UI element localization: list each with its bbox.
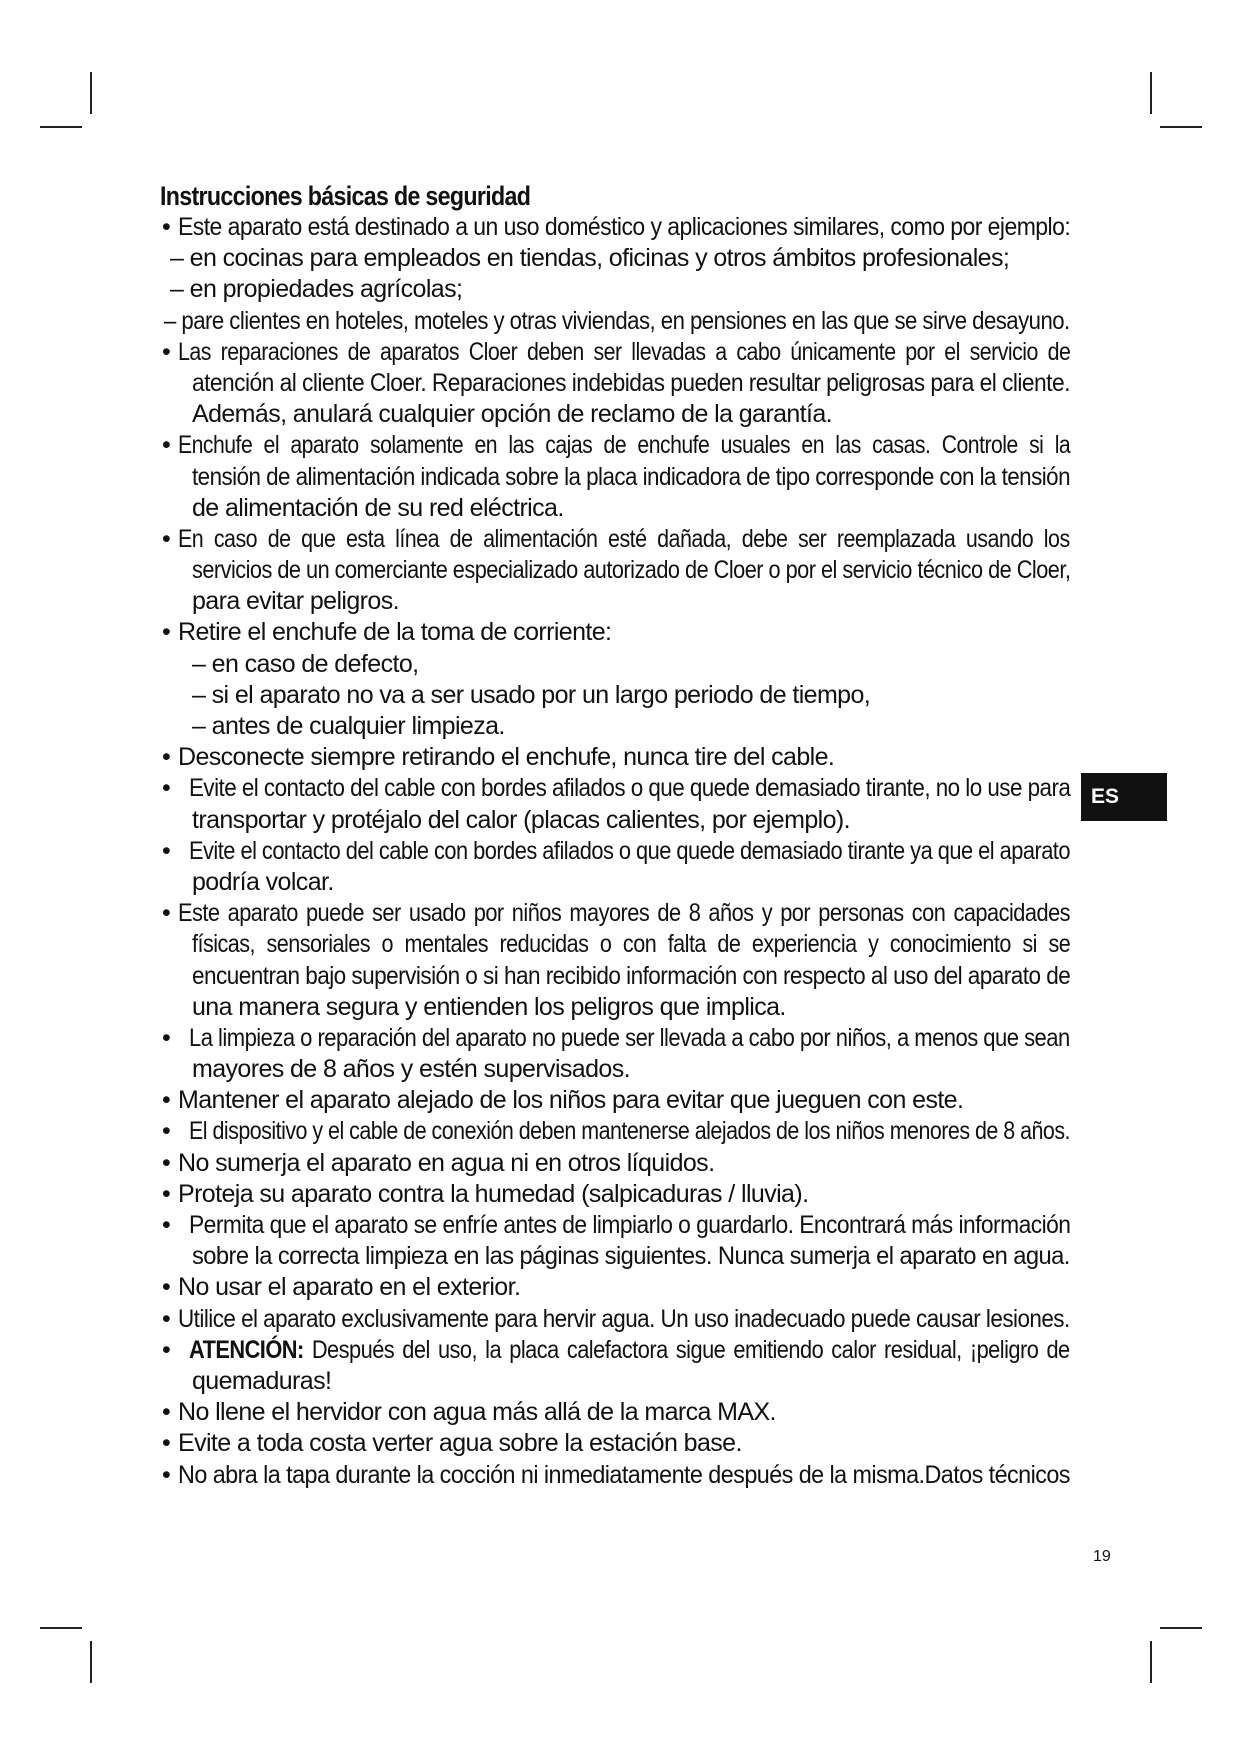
language-tab: ES — [1081, 773, 1167, 821]
list-item — [160, 898, 1090, 929]
list-item-continuation — [160, 961, 1090, 992]
bullet-mark: • — [162, 1304, 171, 1333]
list-item-text: El dispositivo y el cable de conexión deben mantenerse alejados de los niños menores de 8 años. — [189, 1117, 1070, 1146]
list-item-text: – en propiedades agrícolas; — [170, 275, 463, 304]
crop-mark — [1150, 72, 1152, 114]
list-item-text: sobre la correcta limpieza en las páginas siguientes. Nunca sumerja el aparato en agua. — [192, 1242, 1070, 1271]
bullet-mark: • — [162, 1086, 171, 1115]
bullet-mark: • — [162, 774, 171, 803]
list-item-text: Desconecte siempre retirando el enchufe, nunca tire del cable. — [178, 743, 835, 772]
list-item-text: – si el aparato no va a ser usado por un largo periodo de tiempo, — [192, 680, 871, 709]
list-item-text: Permita que el aparato se enfríe antes de limpiarlo o guardarlo. Encontrará más información — [189, 1211, 1071, 1239]
list-subitem — [160, 243, 1090, 274]
list-item-text: Retire el enchufe de la toma de corriente: — [178, 618, 612, 647]
list-item — [160, 1304, 1090, 1335]
bullet-mark: • — [162, 1179, 171, 1208]
list-item-text: Evite el contacto del cable con bordes afilados o que quede demasiado tirante, no lo use para — [189, 774, 1071, 803]
crop-mark — [1160, 1627, 1202, 1629]
list-item-text: atención al cliente Cloer. Reparaciones indebidas pueden resultar peligrosas para el cliente. — [192, 368, 1070, 397]
list-item-text: una manera segura y entienden los peligros que implica. — [192, 992, 786, 1021]
list-item-continuation — [160, 805, 1090, 836]
crop-mark — [40, 1627, 82, 1629]
list-item-text: tensión de alimentación indicada sobre la placa indicadora de tipo corresponde con la tensión — [192, 462, 1070, 491]
list-item-text: Enchufe el aparato solamente en las cajas de enchufe usuales en las casas. Controle si la — [178, 431, 1071, 460]
crop-mark — [90, 72, 92, 114]
list-item-text: servicios de un comerciante especializado autorizado de Cloer o por el servicio técnico de Cloer, — [192, 556, 1071, 585]
list-item-text: No abra la tapa durante la cocción ni inmediatamente después de la misma.Datos técnicos — [178, 1460, 1070, 1489]
list-item-text: Después del uso, la placa calefactora sigue emitiendo calor residual, ¡peligro de — [303, 1335, 1070, 1364]
bullet-mark: • — [162, 524, 171, 553]
bullet-mark: • — [162, 1398, 171, 1427]
list-item — [160, 1460, 1090, 1491]
list-item-continuation — [160, 399, 1090, 430]
list-item — [160, 1148, 1090, 1179]
list-item — [160, 1428, 1090, 1459]
warning-label: ATENCIÓN: — [189, 1335, 304, 1364]
list-item — [160, 524, 1090, 555]
list-item — [160, 773, 1090, 804]
list-item-text: Este aparato está destinado a un uso doméstico y aplicaciones similares, como por ejemplo: — [178, 213, 1071, 241]
bullet-mark: • — [162, 213, 171, 241]
list-item-text: – pare clientes en hoteles, moteles y otras viviendas, en pensiones en las que se sirve desayuno. — [164, 306, 1070, 335]
list-subitem — [160, 306, 1090, 337]
bullet-mark: • — [162, 1211, 171, 1239]
section-title: Instrucciones básicas de seguridad — [160, 181, 531, 211]
list-item — [160, 1085, 1090, 1116]
list-item — [160, 337, 1090, 368]
list-item-text: Evite a toda costa verter agua sobre la estación base. — [178, 1429, 742, 1458]
crop-mark — [1150, 1641, 1152, 1683]
bullet-mark: • — [162, 899, 171, 928]
list-item-text: Además, anulará cualquier opción de reclamo de la garantía. — [192, 400, 833, 429]
list-item-text: Este aparato puede ser usado por niños mayores de 8 años y por personas con capacidades — [178, 899, 1071, 928]
list-item — [160, 617, 1090, 648]
page-number: 19 — [1093, 1548, 1111, 1565]
list-subitem — [160, 711, 1090, 742]
bullet-mark: • — [162, 1335, 171, 1364]
list-item — [160, 742, 1090, 773]
list-item-text: No usar el aparato en el exterior. — [178, 1273, 521, 1302]
list-item-text: transportar y protéjalo del calor (placas calientes, por ejemplo). — [192, 805, 850, 834]
list-subitem — [160, 274, 1090, 305]
bullet-mark: • — [162, 337, 171, 366]
list-item-text: Mantener el aparato alejado de los niños para evitar que jueguen con este. — [178, 1086, 964, 1115]
list-item-continuation — [160, 1366, 1090, 1397]
list-item-continuation — [160, 1054, 1090, 1085]
instruction-list — [160, 212, 1090, 1491]
list-item — [160, 212, 1090, 243]
list-item-text: quemaduras! — [192, 1366, 332, 1395]
list-item-text: No llene el hervidor con agua más allá de la marca MAX. — [178, 1398, 776, 1427]
list-item — [160, 1335, 1090, 1366]
list-item-text: encuentran bajo supervisión o si han recibido información con respecto al uso del aparato de — [192, 961, 1071, 990]
bullet-mark: • — [162, 1148, 171, 1177]
list-item-continuation — [160, 1241, 1090, 1272]
list-item-text: – en cocinas para empleados en tiendas, oficinas y otros ámbitos profesionales; — [170, 244, 1010, 273]
list-item — [160, 1210, 1090, 1241]
list-item-continuation — [160, 992, 1090, 1023]
list-item-text: La limpieza o reparación del aparato no puede ser llevada a cabo por niños, a menos que sean — [189, 1023, 1070, 1052]
list-item-continuation — [160, 368, 1090, 399]
bullet-mark: • — [162, 618, 171, 647]
list-item-continuation — [160, 555, 1090, 586]
list-item — [160, 430, 1090, 461]
bullet-mark: • — [162, 836, 171, 865]
list-item-text: No sumerja el aparato en agua ni en otros líquidos. — [178, 1148, 715, 1177]
bullet-mark: • — [162, 1117, 171, 1146]
list-item-text: Utilice el aparato exclusivamente para hervir agua. Un uso inadecuado puede causar lesiones. — [178, 1304, 1070, 1333]
list-item — [160, 1397, 1090, 1428]
crop-mark — [1160, 126, 1202, 128]
list-item-text: Las reparaciones de aparatos Cloer deben ser llevadas a cabo únicamente por el servicio de — [178, 337, 1071, 366]
bullet-mark: • — [162, 1460, 171, 1489]
list-item-text: – antes de cualquier limpieza. — [192, 712, 505, 740]
list-item — [160, 1179, 1090, 1210]
list-subitem — [160, 649, 1090, 680]
list-item-text: Evite el contacto del cable con bordes afilados o que quede demasiado tirante ya que el aparato — [189, 836, 1070, 865]
bullet-mark: • — [162, 1429, 171, 1458]
list-item-text: – en caso de defecto, — [192, 649, 419, 678]
list-item — [160, 1116, 1090, 1147]
list-item-continuation — [160, 929, 1090, 960]
list-item — [160, 1023, 1090, 1054]
list-item-text: de alimentación de su red eléctrica. — [192, 493, 564, 522]
list-subitem — [160, 680, 1090, 711]
list-item-text: para evitar peligros. — [192, 587, 399, 616]
crop-mark — [90, 1641, 92, 1683]
list-item-text: En caso de que esta línea de alimentación esté dañada, debe ser reemplazada usando los — [178, 524, 1070, 553]
bullet-mark: • — [162, 743, 171, 772]
bullet-mark: • — [162, 1273, 171, 1302]
safety-section — [160, 180, 1090, 1491]
list-item — [160, 1272, 1090, 1303]
list-item-continuation — [160, 493, 1090, 524]
list-item-text: mayores de 8 años y estén supervisados. — [192, 1055, 630, 1084]
bullet-mark: • — [162, 431, 171, 460]
list-item-text: físicas, sensoriales o mentales reducidas o con falta de experiencia y conocimiento si se — [192, 930, 1071, 959]
list-item — [160, 836, 1090, 867]
list-item-continuation — [160, 867, 1090, 898]
list-item-text: podría volcar. — [192, 867, 334, 896]
list-item-text: Proteja su aparato contra la humedad (salpicaduras / lluvia). — [178, 1179, 809, 1208]
crop-mark — [40, 126, 82, 128]
bullet-mark: • — [162, 1023, 171, 1052]
list-item-continuation — [160, 462, 1090, 493]
list-item-continuation — [160, 586, 1090, 617]
